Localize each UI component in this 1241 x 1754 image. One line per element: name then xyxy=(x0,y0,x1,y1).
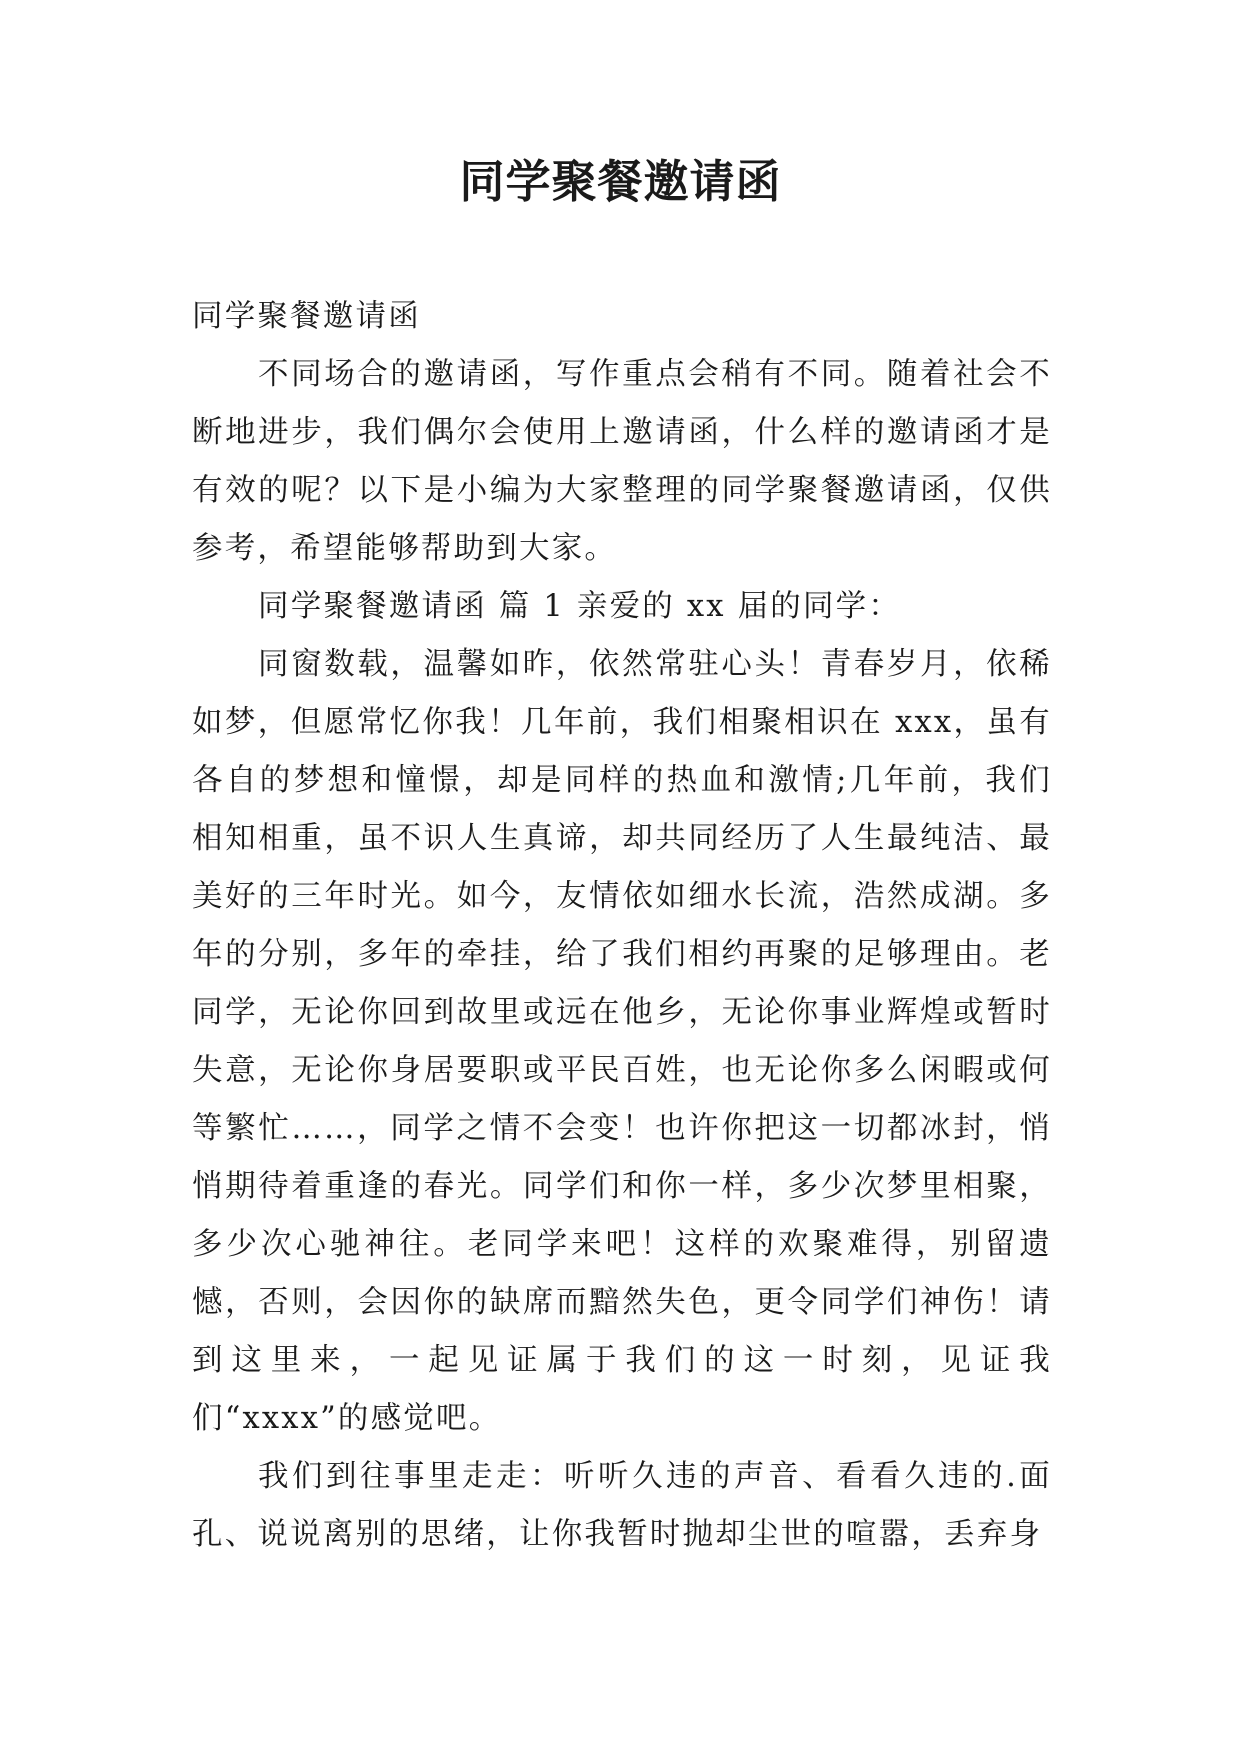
closing-paragraph: 我们到往事里走走：听听久违的声音、看看久违的.面孔、说说离别的思绪，让你我暂时抛却尘世的喧嚣，丢弃身 xyxy=(192,1459,1052,1552)
document-subtitle: 同学聚餐邀请函 xyxy=(192,299,421,334)
document-title: 同学聚餐邀请函 xyxy=(459,155,782,208)
intro-paragraph: 不同场合的邀请函，写作重点会稍有不同。随着社会不断地进步，我们偶尔会使用上邀请函，什么样的邀请函才是有效的呢？以下是小编为大家整理的同学聚餐邀请函，仅供参考，希望能够帮助到大家。 xyxy=(192,357,1052,566)
invitation-paragraph: 同窗数载，温馨如昨，依然常驻心头！青春岁月，依稀如梦，但愿常忆你我！几年前，我们相聚相识在 xxx，虽有各自的梦想和憧憬，却是同样的热血和激情;几年前，我们相知相重，虽不识人生真谛，却共同经历了人生最纯洁、最美好的三年时光。如今，友情依如细水长流，浩然成湖。多年的分别，多年的牵挂，给了我们相约再聚的足够理由。老同学，无论你回到故里或远在他乡，无论你事业辉煌或暂时失意，无论你身居要职或平民百姓，也无论你多么闲暇或何等繁忙……，同学之情不会变！也许你把这一切都冰封，悄悄期待着重逢的春光。同学们和你一样，多少次梦里相聚，多少次心驰神往。老同学来吧！这样的欢聚难得，别留遗憾，否则，会因你的缺席而黯然失色，更令同学们神伤！请到这里来，一起见证属于我们的这一时刻，见证我们“xxxx”的感觉吧。 xyxy=(192,647,1052,1436)
document-body xyxy=(192,288,1052,1564)
section-heading-paragraph: 同学聚餐邀请函 篇 1 亲爱的 xx 届的同学： xyxy=(258,589,902,624)
